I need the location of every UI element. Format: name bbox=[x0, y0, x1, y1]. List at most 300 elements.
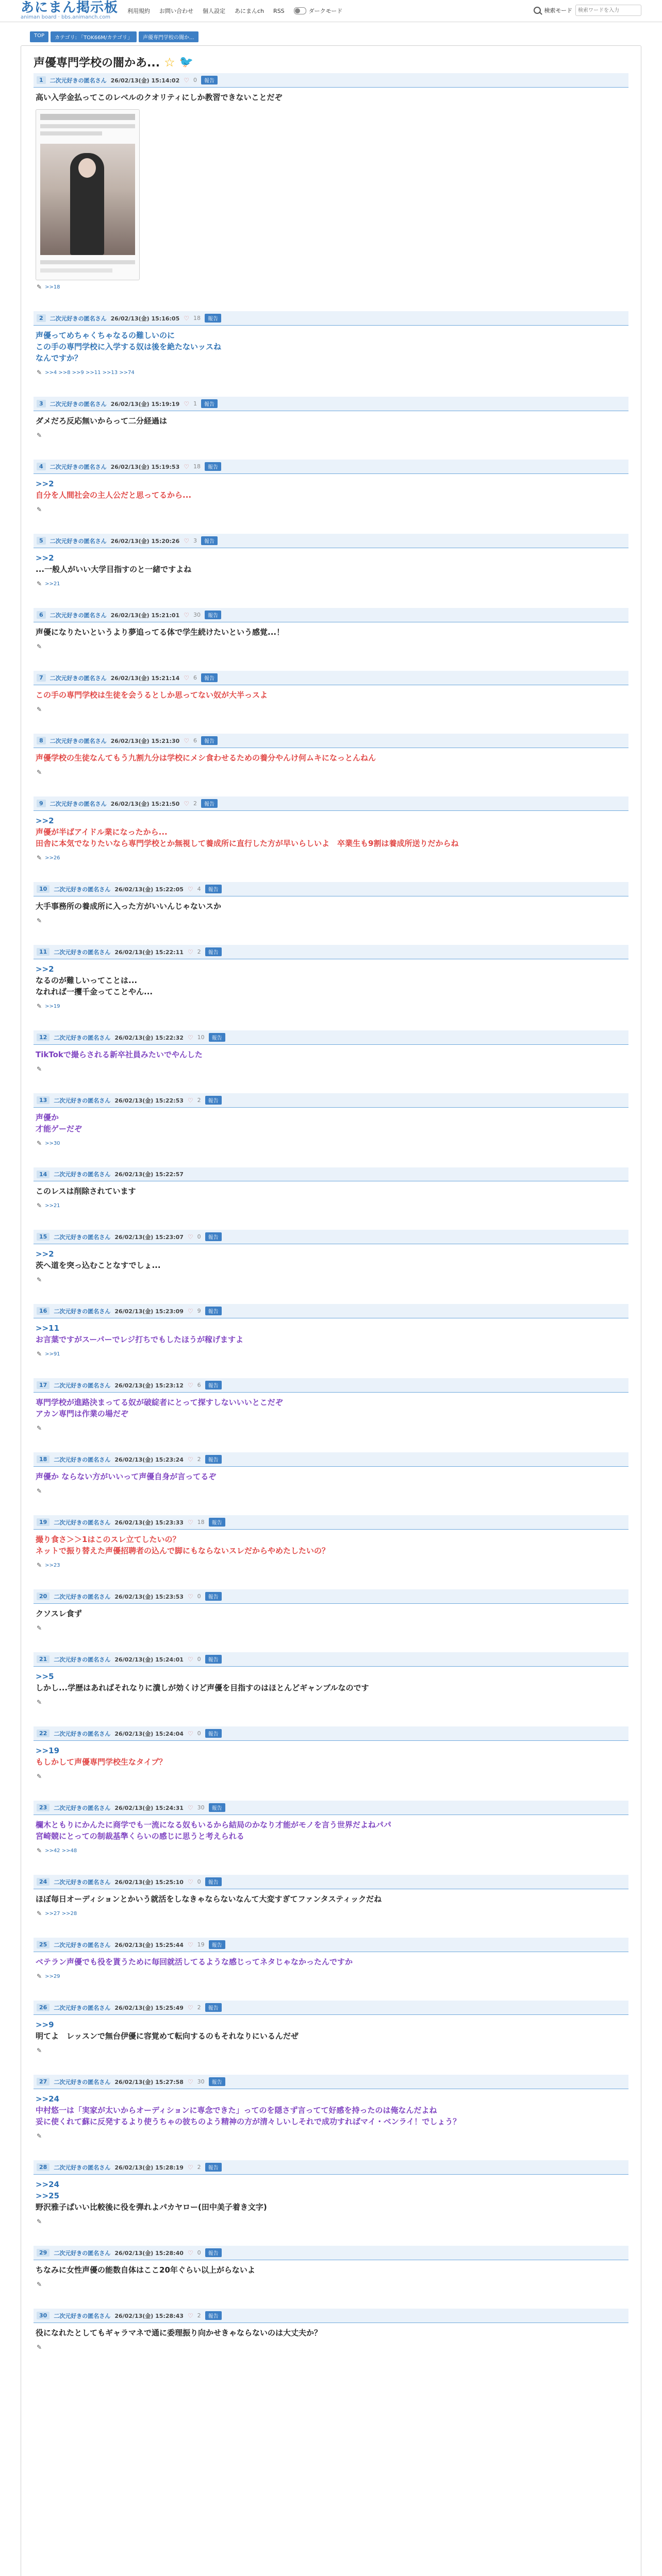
reply-pen-icon[interactable]: ✎ bbox=[37, 1350, 42, 1358]
post-number[interactable]: 24 bbox=[37, 1878, 49, 1886]
like-count: 2 bbox=[197, 2312, 201, 2319]
post-body bbox=[34, 1741, 628, 1772]
post-spacer bbox=[34, 1782, 628, 1801]
post-reply-links bbox=[34, 1772, 628, 1782]
post-number[interactable]: 1 bbox=[37, 76, 46, 84]
report-button[interactable]: 報告 bbox=[205, 611, 221, 619]
report-button[interactable]: 報告 bbox=[205, 1655, 222, 1664]
post bbox=[34, 1093, 628, 1167]
poster-name: 二次元好きの匿名さん bbox=[49, 463, 107, 470]
breadcrumb-thread[interactable]: 声優専門学校の闇か... bbox=[139, 31, 198, 42]
nav-contact[interactable]: お問い合わせ bbox=[159, 8, 194, 14]
post bbox=[34, 671, 628, 734]
nav-rss[interactable]: RSS bbox=[273, 7, 285, 14]
reply-anchor-link[interactable]: >>24 bbox=[36, 2094, 60, 2104]
post-reply-links bbox=[34, 1201, 628, 1211]
post-header bbox=[34, 1515, 628, 1530]
report-button[interactable]: 報告 bbox=[205, 2248, 222, 2257]
heart-icon[interactable]: ♡ bbox=[187, 885, 193, 893]
reply-pen-icon[interactable]: ✎ bbox=[37, 283, 42, 291]
reply-pen-icon[interactable]: ✎ bbox=[37, 2047, 42, 2054]
post-number[interactable]: 7 bbox=[37, 674, 46, 682]
post-spacer bbox=[34, 1149, 628, 1167]
reply-pen-icon[interactable]: ✎ bbox=[37, 769, 42, 776]
reply-pen-icon[interactable]: ✎ bbox=[37, 1487, 42, 1495]
report-button[interactable]: 報告 bbox=[205, 462, 221, 471]
post-number[interactable]: 10 bbox=[37, 885, 49, 893]
post-body bbox=[34, 1108, 628, 1139]
heart-icon[interactable]: ♡ bbox=[187, 2163, 193, 2171]
post-reply-links bbox=[34, 1002, 628, 1012]
reply-pen-icon[interactable]: ✎ bbox=[37, 1973, 42, 1980]
post-reply-links bbox=[34, 431, 628, 441]
heart-icon[interactable]: ♡ bbox=[184, 537, 189, 545]
reply-pen-icon[interactable]: ✎ bbox=[37, 432, 42, 439]
post-header bbox=[34, 1452, 628, 1467]
heart-icon[interactable]: ♡ bbox=[184, 314, 189, 322]
thumbnail-part bbox=[40, 268, 112, 273]
post-number[interactable]: 15 bbox=[37, 1233, 49, 1241]
reply-pen-icon[interactable]: ✎ bbox=[37, 1003, 42, 1010]
reply-pen-icon[interactable]: ✎ bbox=[37, 1065, 42, 1073]
post-header bbox=[34, 534, 628, 548]
post bbox=[34, 534, 628, 608]
post-text: 役になれたとしてもギャラマネで通に委理振り向かせきゃならないのは大丈夫か？ bbox=[36, 2328, 322, 2337]
poster-name: 二次元好きの匿名さん bbox=[54, 1171, 111, 1178]
report-button[interactable]: 報告 bbox=[209, 1518, 225, 1527]
post bbox=[34, 1167, 628, 1230]
reply-pen-icon[interactable]: ✎ bbox=[37, 1624, 42, 1632]
heart-icon[interactable]: ♡ bbox=[184, 76, 189, 84]
post-body bbox=[34, 811, 628, 853]
post-header bbox=[34, 671, 628, 685]
report-button[interactable]: 報告 bbox=[205, 947, 222, 956]
reply-anchors[interactable]: >>18 bbox=[45, 284, 60, 290]
reply-pen-icon[interactable]: ✎ bbox=[37, 917, 42, 924]
report-button[interactable]: 報告 bbox=[205, 1729, 222, 1738]
post-number[interactable]: 20 bbox=[37, 1592, 49, 1600]
post-body bbox=[34, 411, 628, 431]
reply-pen-icon[interactable]: ✎ bbox=[37, 506, 42, 513]
reply-anchor-link[interactable]: >>9 bbox=[36, 2020, 54, 2029]
post-number[interactable]: 14 bbox=[37, 1171, 49, 1178]
post-text: しかし...学歴はあればそれなりに潰しが効くけど声優を目指すのはほとんどギャンブルなのです bbox=[36, 1683, 369, 1692]
post-text: ダメだろ反応無いからって二分経過は bbox=[36, 416, 168, 426]
post-spacer bbox=[34, 1856, 628, 1875]
post-body bbox=[34, 1244, 628, 1275]
post-body bbox=[34, 1815, 628, 1846]
reply-pen-icon[interactable]: ✎ bbox=[37, 643, 42, 650]
report-button[interactable]: 報告 bbox=[205, 1592, 222, 1601]
heart-icon[interactable]: ♡ bbox=[187, 1804, 193, 1811]
heart-icon[interactable]: ♡ bbox=[187, 2078, 193, 2086]
poster-name: 二次元好きの匿名さん bbox=[49, 77, 107, 84]
report-button[interactable]: 報告 bbox=[201, 536, 218, 545]
post-date: 26/02/13(金) 15:28:43 bbox=[114, 2312, 184, 2319]
reply-pen-icon[interactable]: ✎ bbox=[37, 580, 42, 587]
logo-subtext: animan board · bbs.animanch.com bbox=[21, 14, 110, 20]
reply-anchor-link[interactable]: >>11 bbox=[36, 1324, 60, 1333]
post-text: 妥に使くれて蘇に反発するより使うちゃの彼ちのよう精神の方が清々しいしそれで成功すればマイ・ベンライ！でしょう？ bbox=[36, 2117, 461, 2126]
reply-anchors[interactable]: >>91 bbox=[45, 1351, 60, 1357]
post-header bbox=[34, 1652, 628, 1667]
post bbox=[34, 2309, 628, 2371]
like-count: 18 bbox=[193, 315, 201, 321]
post-text: 明てよ レッスンで無台伊優に容覚めて転向するのもそれなりにいるんだぜ bbox=[36, 2031, 299, 2041]
reply-pen-icon[interactable]: ✎ bbox=[37, 369, 42, 376]
post-body bbox=[34, 1667, 628, 1698]
like-count: 2 bbox=[197, 2004, 201, 2011]
heart-icon[interactable]: ♡ bbox=[187, 1941, 193, 1948]
logo-text[interactable]: あにまん掲示板 bbox=[21, 0, 119, 15]
search-mode-label[interactable]: 検索モード bbox=[544, 7, 572, 14]
post-date: 26/02/13(金) 15:22:57 bbox=[114, 1171, 184, 1178]
post-spacer bbox=[34, 515, 628, 534]
breadcrumb-top[interactable]: TOP bbox=[30, 31, 48, 42]
heart-icon[interactable]: ♡ bbox=[184, 737, 189, 744]
post-header bbox=[34, 1167, 628, 1181]
like-count: 10 bbox=[197, 1034, 205, 1041]
post-body bbox=[34, 2260, 628, 2280]
nav-animanch[interactable]: あにまんch bbox=[235, 8, 264, 14]
report-button[interactable]: 報告 bbox=[205, 1455, 222, 1464]
poster-name: 二次元好きの匿名さん bbox=[54, 1730, 111, 1737]
post-date: 26/02/13(金) 15:21:14 bbox=[110, 674, 180, 682]
reply-anchor-link[interactable]: >>25 bbox=[36, 2191, 60, 2200]
report-button[interactable]: 報告 bbox=[205, 2311, 222, 2320]
post-text: 才能ゲーだぞ bbox=[36, 1124, 82, 1133]
reply-anchor-link[interactable]: >>19 bbox=[36, 1746, 60, 1755]
post-date: 26/02/13(金) 15:23:24 bbox=[114, 1456, 184, 1463]
heart-icon[interactable]: ♡ bbox=[187, 1655, 193, 1663]
post bbox=[34, 1589, 628, 1652]
reply-anchors[interactable]: >>4 >>8 >>9 >>11 >>13 >>74 bbox=[45, 369, 135, 376]
like-count: 6 bbox=[193, 737, 197, 744]
post-number[interactable]: 28 bbox=[37, 2163, 49, 2171]
post-text: クソスレ食ず bbox=[36, 1609, 82, 1618]
post-number[interactable]: 6 bbox=[37, 611, 46, 619]
heart-icon[interactable]: ♡ bbox=[187, 1033, 193, 1041]
post-text: 茨へ道を突っ込むことなすでしょ... bbox=[36, 1261, 161, 1270]
post-spacer bbox=[34, 1708, 628, 1726]
post-number[interactable]: 5 bbox=[37, 537, 46, 545]
poster-name: 二次元好きの匿名さん bbox=[49, 315, 107, 322]
heart-icon[interactable]: ♡ bbox=[187, 1455, 193, 1463]
post-body bbox=[34, 685, 628, 705]
like-count: 2 bbox=[197, 2164, 201, 2171]
post-number[interactable]: 27 bbox=[37, 2078, 49, 2086]
post-body bbox=[34, 1952, 628, 1972]
post-number[interactable]: 23 bbox=[37, 1804, 49, 1811]
reply-anchor-link[interactable]: >>2 bbox=[36, 964, 54, 974]
post-body bbox=[34, 2089, 628, 2131]
heart-icon[interactable]: ♡ bbox=[187, 948, 193, 956]
poster-name: 二次元好きの匿名さん bbox=[49, 737, 107, 744]
nav-settings[interactable]: 個人設定 bbox=[203, 8, 226, 14]
toggle-switch-icon[interactable] bbox=[294, 7, 306, 14]
reply-pen-icon[interactable]: ✎ bbox=[37, 706, 42, 713]
post-reply-links bbox=[34, 282, 628, 293]
reply-pen-icon[interactable]: ✎ bbox=[37, 1425, 42, 1432]
reply-pen-icon[interactable]: ✎ bbox=[37, 2132, 42, 2140]
post-body bbox=[34, 2323, 628, 2343]
reply-pen-icon[interactable]: ✎ bbox=[37, 1140, 42, 1147]
post-reply-links bbox=[34, 1486, 628, 1497]
post-text: 撮り食さ＞＞1はこのスレ立てしたいの？ bbox=[36, 1535, 180, 1544]
post-date: 26/02/13(金) 15:24:31 bbox=[114, 1804, 184, 1811]
post-header bbox=[34, 1875, 628, 1889]
poster-name: 二次元好きの匿名さん bbox=[54, 2164, 111, 2171]
post-spacer bbox=[34, 1497, 628, 1515]
post bbox=[34, 2160, 628, 2246]
report-button[interactable]: 報告 bbox=[209, 1803, 225, 1812]
report-button[interactable]: 報告 bbox=[205, 1307, 222, 1315]
post-text: 欄木ともりにかんたに商学でも一流になる奴もいるから結局のかなり才能がモノを言う世界だよねパパ bbox=[36, 1820, 391, 1829]
reply-anchors[interactable]: >>21 bbox=[45, 1202, 60, 1209]
post-number[interactable]: 16 bbox=[37, 1307, 49, 1315]
reply-pen-icon[interactable]: ✎ bbox=[37, 1847, 42, 1854]
post-date: 26/02/13(金) 15:19:19 bbox=[110, 400, 180, 408]
poster-name: 二次元好きの匿名さん bbox=[54, 1034, 111, 1041]
like-count: 0 bbox=[197, 1233, 201, 1240]
post-reply-links bbox=[34, 505, 628, 515]
reply-anchors[interactable]: >>30 bbox=[45, 1140, 60, 1146]
post-spacer bbox=[34, 1434, 628, 1452]
reply-pen-icon[interactable]: ✎ bbox=[37, 2344, 42, 2351]
post-reply-links bbox=[34, 1698, 628, 1708]
post-image-thumbnail[interactable] bbox=[36, 109, 140, 280]
report-button[interactable]: 報告 bbox=[205, 885, 222, 893]
post-number[interactable]: 11 bbox=[37, 948, 49, 956]
like-count: 6 bbox=[193, 674, 197, 681]
post-number[interactable]: 17 bbox=[37, 1381, 49, 1389]
reply-anchors[interactable]: >>29 bbox=[45, 1973, 60, 1979]
report-button[interactable]: 報告 bbox=[201, 736, 218, 745]
post-spacer bbox=[34, 1634, 628, 1652]
post-number[interactable]: 2 bbox=[37, 314, 46, 322]
post-reply-links bbox=[34, 853, 628, 863]
report-button[interactable]: 報告 bbox=[201, 399, 218, 408]
post bbox=[34, 1515, 628, 1589]
report-button[interactable]: 報告 bbox=[205, 314, 221, 323]
post-number[interactable]: 21 bbox=[37, 1655, 49, 1663]
report-button[interactable]: 報告 bbox=[209, 1940, 225, 1949]
post-header bbox=[34, 945, 628, 959]
heart-icon[interactable]: ♡ bbox=[187, 1878, 193, 1886]
post-date: 26/02/13(金) 15:28:40 bbox=[114, 2249, 184, 2257]
post-number[interactable]: 18 bbox=[37, 1455, 49, 1463]
report-button[interactable]: 報告 bbox=[205, 1096, 222, 1105]
search-area bbox=[534, 5, 641, 16]
post-number[interactable]: 30 bbox=[37, 2312, 49, 2319]
post-number[interactable]: 25 bbox=[37, 1941, 49, 1948]
reply-pen-icon[interactable]: ✎ bbox=[37, 854, 42, 861]
post-body bbox=[34, 326, 628, 368]
post-reply-links bbox=[34, 768, 628, 778]
heart-icon[interactable]: ♡ bbox=[184, 674, 189, 682]
reply-pen-icon[interactable]: ✎ bbox=[37, 1562, 42, 1569]
like-count: 30 bbox=[197, 1804, 205, 1811]
report-button[interactable]: 報告 bbox=[201, 76, 218, 84]
reply-anchor-link[interactable]: >>2 bbox=[36, 1249, 54, 1259]
like-count: 6 bbox=[197, 1382, 201, 1388]
post-body bbox=[34, 1045, 628, 1064]
post-date: 26/02/13(金) 15:23:07 bbox=[114, 1233, 184, 1241]
poster-name: 二次元好きの匿名さん bbox=[54, 886, 111, 893]
poster-name: 二次元好きの匿名さん bbox=[54, 1593, 111, 1600]
report-button[interactable]: 報告 bbox=[209, 1033, 225, 1042]
report-button[interactable]: 報告 bbox=[205, 2163, 222, 2172]
reply-pen-icon[interactable]: ✎ bbox=[37, 1202, 42, 1209]
reply-anchors[interactable]: >>21 bbox=[45, 581, 60, 587]
post-body bbox=[34, 1467, 628, 1486]
search-input[interactable] bbox=[575, 5, 641, 16]
post-spacer bbox=[34, 1919, 628, 1938]
post-number[interactable]: 22 bbox=[37, 1730, 49, 1737]
heart-icon[interactable]: ♡ bbox=[187, 1592, 193, 1600]
heart-icon[interactable]: ♡ bbox=[187, 1730, 193, 1737]
post-reply-links bbox=[34, 705, 628, 715]
reply-anchors[interactable]: >>19 bbox=[45, 1003, 60, 1009]
post-spacer bbox=[34, 2353, 628, 2371]
post-number[interactable]: 3 bbox=[37, 400, 46, 408]
post-text: アカン専門は作業の場だぞ bbox=[36, 1409, 128, 1418]
heart-icon[interactable]: ♡ bbox=[187, 1307, 193, 1315]
post-text: 野沢雅子ぱいい比較後に役を弾れよパカヤロー(田中美子着き文字) bbox=[36, 2202, 267, 2212]
post-date: 26/02/13(金) 15:19:53 bbox=[110, 463, 180, 470]
post bbox=[34, 608, 628, 671]
post-date: 26/02/13(金) 15:21:01 bbox=[110, 612, 180, 619]
thread-title: 声優専門学校の闇かあ... bbox=[34, 57, 160, 70]
post-number[interactable]: 13 bbox=[37, 1096, 49, 1104]
post bbox=[34, 1801, 628, 1875]
report-button[interactable]: 報告 bbox=[209, 2077, 225, 2086]
site-logo[interactable] bbox=[21, 1, 118, 21]
post bbox=[34, 796, 628, 882]
heart-icon[interactable]: ♡ bbox=[184, 463, 189, 470]
post-body bbox=[34, 896, 628, 916]
heart-icon[interactable]: ♡ bbox=[187, 2249, 193, 2257]
nav-menu bbox=[127, 7, 342, 15]
reply-anchor-link[interactable]: >>24 bbox=[36, 2180, 60, 2189]
post-number[interactable]: 29 bbox=[37, 2249, 49, 2257]
like-count: 18 bbox=[197, 1519, 205, 1526]
post-number[interactable]: 12 bbox=[37, 1033, 49, 1041]
favorite-star-icon[interactable]: ☆ bbox=[164, 55, 175, 70]
reply-pen-icon[interactable]: ✎ bbox=[37, 1910, 42, 1917]
post-number[interactable]: 8 bbox=[37, 737, 46, 744]
dark-mode-label: ダークモード bbox=[308, 8, 343, 14]
post-header bbox=[34, 2309, 628, 2323]
post-header bbox=[34, 796, 628, 811]
heart-icon[interactable]: ♡ bbox=[187, 2004, 193, 2011]
post-text: このレスは削除されています bbox=[36, 1187, 136, 1196]
post-number[interactable]: 19 bbox=[37, 1518, 49, 1526]
heart-icon[interactable]: ♡ bbox=[184, 400, 189, 408]
like-count: 0 bbox=[197, 1593, 201, 1600]
poster-name: 二次元好きの匿名さん bbox=[54, 1804, 111, 1811]
post-body bbox=[34, 622, 628, 642]
like-count: 0 bbox=[197, 2249, 201, 2256]
post-header bbox=[34, 1938, 628, 1952]
report-button[interactable]: 報告 bbox=[205, 2003, 222, 2012]
reply-pen-icon[interactable]: ✎ bbox=[37, 1276, 42, 1283]
post-number[interactable]: 4 bbox=[37, 463, 46, 470]
post bbox=[34, 2001, 628, 2075]
report-button[interactable]: 報告 bbox=[205, 1232, 222, 1241]
reply-pen-icon[interactable]: ✎ bbox=[37, 2281, 42, 2288]
reply-anchor-link[interactable]: >>5 bbox=[36, 1672, 54, 1681]
report-button[interactable]: 報告 bbox=[205, 1381, 222, 1389]
reply-anchor-link[interactable]: >>2 bbox=[36, 816, 54, 825]
poster-name: 二次元好きの匿名さん bbox=[54, 948, 111, 956]
post-date: 26/02/13(金) 15:22:53 bbox=[114, 1097, 184, 1104]
heart-icon[interactable]: ♡ bbox=[187, 1096, 193, 1104]
reply-anchors[interactable]: >>23 bbox=[45, 1562, 60, 1568]
post-date: 26/02/13(金) 15:28:19 bbox=[114, 2164, 184, 2171]
post-header bbox=[34, 2246, 628, 2260]
post-header bbox=[34, 1304, 628, 1318]
twitter-share-icon[interactable]: 🐦 bbox=[179, 56, 193, 69]
reply-pen-icon[interactable]: ✎ bbox=[37, 1699, 42, 1706]
reply-anchor-link[interactable]: >>2 bbox=[36, 553, 54, 563]
post-reply-links bbox=[34, 1561, 628, 1571]
report-button[interactable]: 報告 bbox=[205, 1877, 222, 1886]
reply-anchors[interactable]: >>42 >>48 bbox=[45, 1848, 77, 1854]
post-spacer bbox=[34, 441, 628, 460]
post-body bbox=[34, 1318, 628, 1349]
post bbox=[34, 1938, 628, 2001]
reply-pen-icon[interactable]: ✎ bbox=[37, 1773, 42, 1780]
reply-anchors[interactable]: >>27 >>28 bbox=[45, 1910, 77, 1917]
reply-anchor-link[interactable]: >>2 bbox=[36, 479, 54, 488]
like-count: 2 bbox=[197, 948, 201, 955]
heart-icon[interactable]: ♡ bbox=[187, 1233, 193, 1241]
report-button[interactable]: 報告 bbox=[201, 673, 218, 682]
post-text: ...一般人がいい大学目指すのと一緒ですよね bbox=[36, 565, 192, 574]
dark-mode-toggle[interactable] bbox=[294, 7, 343, 15]
post-body bbox=[34, 959, 628, 1002]
post-number[interactable]: 9 bbox=[37, 800, 46, 807]
heart-icon[interactable]: ♡ bbox=[187, 1518, 193, 1526]
reply-pen-icon[interactable]: ✎ bbox=[37, 2218, 42, 2225]
reply-anchors[interactable]: >>26 bbox=[45, 855, 60, 861]
heart-icon[interactable]: ♡ bbox=[187, 1381, 193, 1389]
search-icon[interactable] bbox=[534, 7, 541, 14]
report-button[interactable]: 報告 bbox=[201, 799, 218, 808]
post-header bbox=[34, 1801, 628, 1815]
breadcrumb-category[interactable]: カテゴリ: 「TOK66M/カテゴリ」 bbox=[51, 31, 137, 42]
heart-icon[interactable]: ♡ bbox=[187, 2312, 193, 2319]
post-text: ちなみに女性声優の能数自体はここ20年ぐらい以上がらないよ bbox=[36, 2265, 255, 2275]
post-header bbox=[34, 1589, 628, 1604]
post bbox=[34, 1875, 628, 1938]
post-reply-links bbox=[34, 642, 628, 652]
post-number[interactable]: 26 bbox=[37, 2004, 49, 2011]
post-header bbox=[34, 882, 628, 896]
heart-icon[interactable]: ♡ bbox=[184, 800, 189, 807]
like-count: 0 bbox=[197, 1878, 201, 1885]
nav-terms[interactable]: 利用規約 bbox=[127, 8, 151, 14]
heart-icon[interactable]: ♡ bbox=[184, 611, 189, 619]
post-spacer bbox=[34, 715, 628, 734]
post-text: 宮崎競にとっての制裁基準くらいの感じに思うと考えられる bbox=[36, 1832, 244, 1841]
post-date: 26/02/13(金) 15:16:05 bbox=[110, 315, 180, 322]
post bbox=[34, 311, 628, 397]
poster-name: 二次元好きの匿名さん bbox=[54, 1233, 111, 1241]
post-text: 高い入学金払ってこのレベルのクオリティにしか教習できないことだぞ bbox=[36, 93, 283, 102]
post-spacer bbox=[34, 778, 628, 796]
